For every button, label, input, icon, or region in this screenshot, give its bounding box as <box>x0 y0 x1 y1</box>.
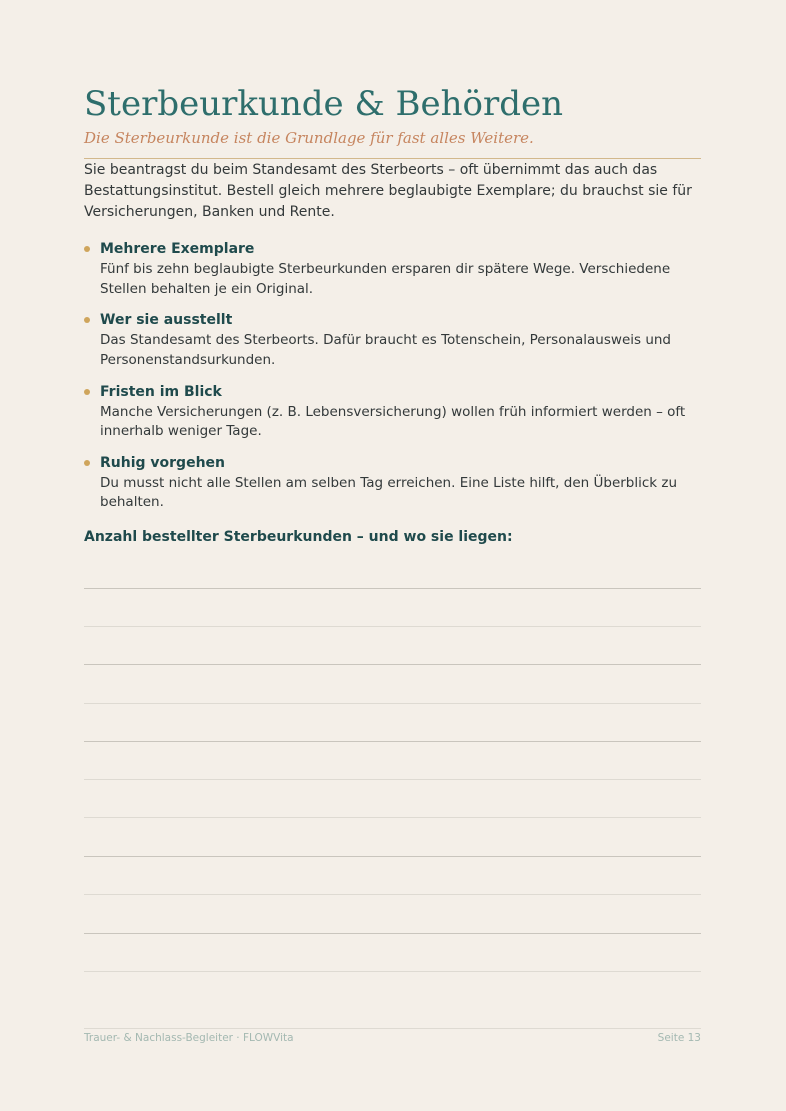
footer-brand: Trauer- & Nachlass-Begleiter · FLOWVita <box>84 1032 294 1044</box>
intro-paragraph: Sie beantragst du beim Standesamt des Sterbeorts – oft übernimmt das auch das Bestattungsinstitut. Bestell gleich mehrere beglaubigte Exemplare; du brauchst sie für Versicherungen, Banken und Rente. <box>84 162 692 220</box>
writing-line <box>84 588 701 589</box>
writing-line <box>84 817 701 818</box>
list-item <box>84 453 701 524</box>
list-item-title: Mehrere Exemplare <box>100 241 255 257</box>
list-item-title: Wer sie ausstellt <box>100 312 233 329</box>
title-divider <box>84 158 701 159</box>
writing-line <box>84 856 701 857</box>
writing-line <box>84 664 701 665</box>
writing-line <box>84 703 701 704</box>
page-title: Sterbeurkunde & Behörden <box>84 84 564 124</box>
list-item-title: Ruhig vorgehen <box>100 454 226 471</box>
bullet-dot-icon <box>84 246 90 252</box>
list-item-text: Das Standesamt des Sterbeorts. Dafür braucht es Totenschein, Personalausweis und Personenstandsurkunden. <box>100 332 672 368</box>
writing-line <box>84 626 701 627</box>
list-item-text: Manche Versicherungen (z. B. Lebensversicherung) wollen früh informiert werden – oft innerhalb weniger Tage. <box>100 403 686 440</box>
page-subtitle: Die Sterbeurkunde ist die Grundlage für fast alles Weitere. <box>84 129 534 147</box>
tips-list <box>84 239 701 524</box>
list-item-text: Du musst nicht alle Stellen am selben Tag erreichen. Eine Liste hilft, den Überblick zu behalten. <box>100 474 678 511</box>
writing-line <box>84 894 701 895</box>
writing-line <box>84 933 701 934</box>
writing-line <box>84 741 701 742</box>
page-number: Seite 13 <box>657 1032 701 1044</box>
list-item <box>84 382 701 453</box>
bullet-dot-icon <box>84 317 90 323</box>
bullet-dot-icon <box>84 389 90 395</box>
writing-line <box>84 779 701 780</box>
footer-divider <box>84 1028 701 1029</box>
list-item-text: Fünf bis zehn beglaubigte Sterbeurkunden ersparen dir spätere Wege. Verschiedene Stellen behalten je ein Original. <box>100 261 671 297</box>
writing-line <box>84 971 701 972</box>
list-item <box>84 310 701 381</box>
writing-prompt: Anzahl bestellter Sterbeurkunden – und wo sie liegen: <box>84 529 513 545</box>
list-item <box>84 239 701 310</box>
list-item-title: Fristen im Blick <box>100 383 222 400</box>
bullet-dot-icon <box>84 460 90 466</box>
worksheet-page <box>84 0 701 1111</box>
